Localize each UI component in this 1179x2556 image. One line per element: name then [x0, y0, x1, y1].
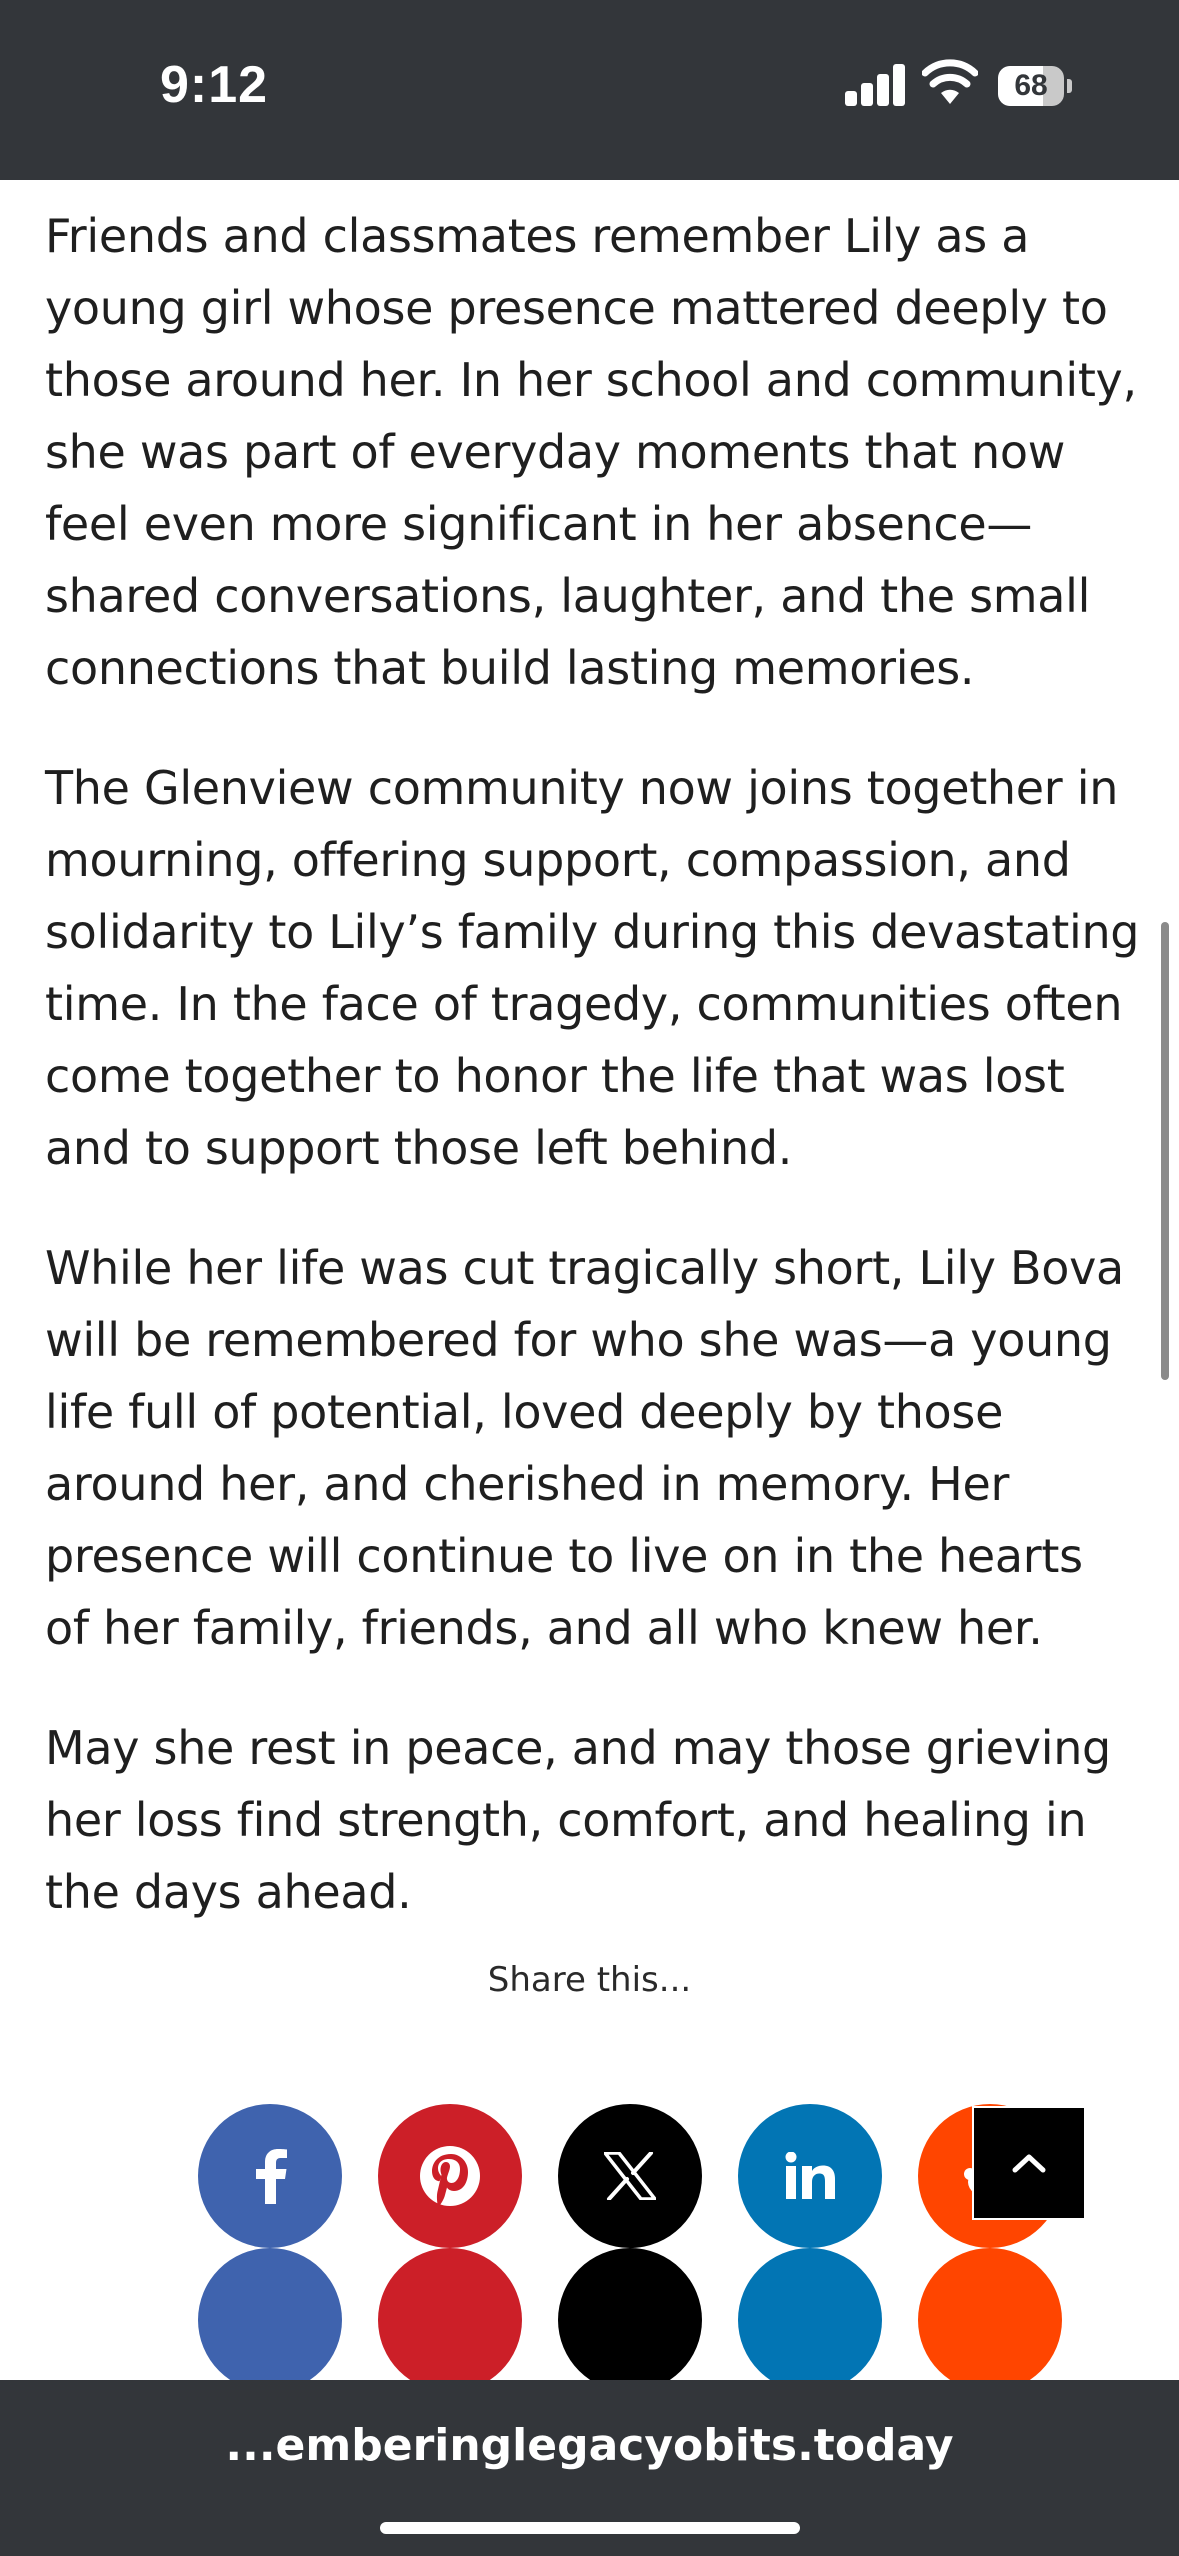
- x-share-button[interactable]: [558, 2104, 702, 2248]
- pinterest-icon: [418, 2144, 482, 2208]
- home-indicator: [380, 2522, 800, 2534]
- chevron-up-icon: [1011, 2152, 1047, 2174]
- battery-level: 68: [1014, 69, 1048, 102]
- reddit-share-button[interactable]: [918, 2248, 1062, 2392]
- facebook-icon: [250, 2148, 290, 2204]
- article-body: [45, 200, 1140, 1976]
- address-bar[interactable]: [0, 2380, 1179, 2556]
- pinterest-share-button[interactable]: [378, 2248, 522, 2392]
- pinterest-share-button[interactable]: [378, 2104, 522, 2248]
- linkedin-share-button[interactable]: [738, 2248, 882, 2392]
- x-icon: [604, 2152, 656, 2200]
- scrollbar[interactable]: [1161, 922, 1169, 1380]
- status-bar: [0, 0, 1179, 180]
- share-label: Share this...: [487, 1960, 692, 2000]
- facebook-share-button[interactable]: [198, 2248, 342, 2392]
- article-paragraph: While her life was cut tragically short, Lily Bova will be remembered for who she was—a young life full of potential, loved deeply by those around her, and cherished in memory. Her presence will continue to live on in the hearts of her family, friends, and all who knew her.: [45, 1241, 1124, 1655]
- signal-icon: [845, 62, 907, 106]
- article-paragraph: The Glenview community now joins together in mourning, offering support, compassion, and solidarity to Lily’s family during this devastating time. In the face of tragedy, communities often come together to honor the life that was lost and to support those left behind.: [45, 761, 1140, 1175]
- facebook-share-button[interactable]: [198, 2104, 342, 2248]
- battery-icon: [998, 66, 1072, 106]
- article-paragraph: May she rest in peace, and may those grieving her loss find strength, comfort, and healing in the days ahead.: [45, 1721, 1111, 1919]
- wifi-icon: [922, 58, 978, 106]
- status-time: 9:12: [160, 56, 269, 114]
- back-to-top-button[interactable]: [972, 2106, 1086, 2220]
- linkedin-icon: [784, 2152, 836, 2200]
- x-share-button[interactable]: [558, 2248, 702, 2392]
- article-paragraph: Friends and classmates remember Lily as a young girl whose presence mattered deeply to those around her. In her school and community, she was part of everyday moments that now feel even more significant in her absence—shared conversations, laughter, and the small connections that build lasting memories.: [45, 209, 1137, 695]
- address-url[interactable]: ...emberinglegacyobits.today: [225, 2420, 954, 2471]
- linkedin-share-button[interactable]: [738, 2104, 882, 2248]
